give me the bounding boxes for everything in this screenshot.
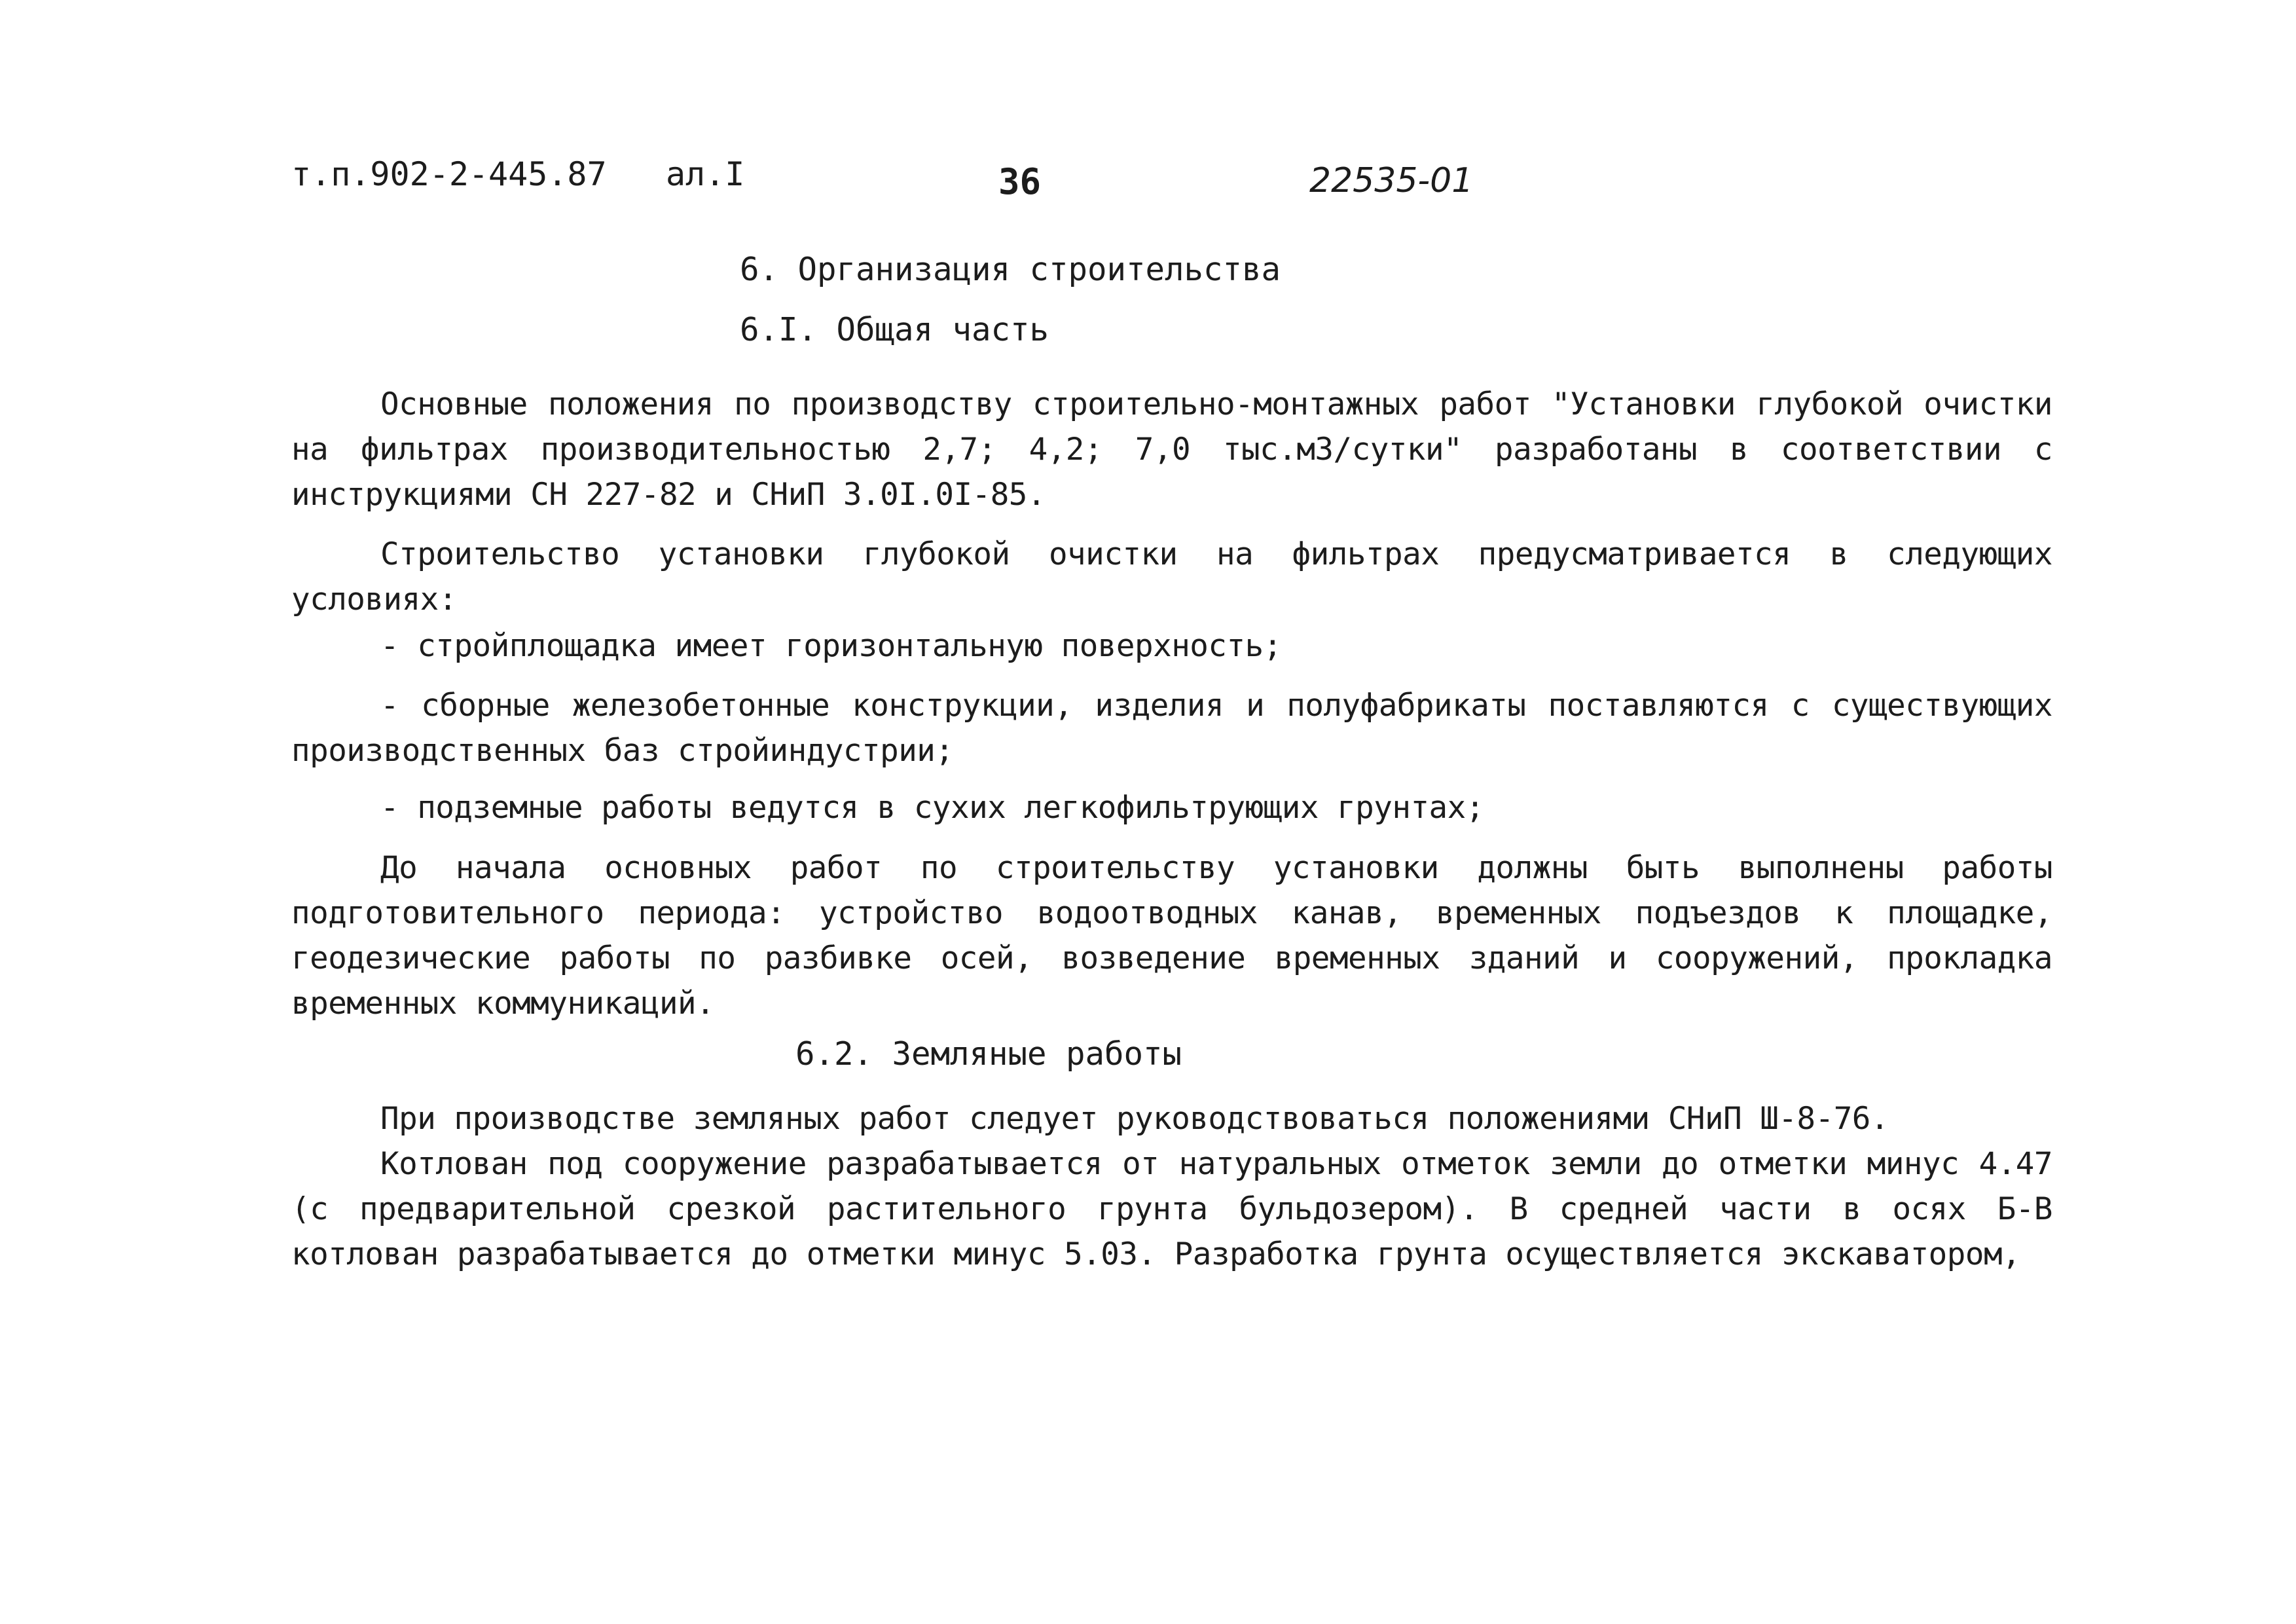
page-number: 36 bbox=[998, 161, 1042, 202]
paragraph-preparatory-works: До начала основных работ по строительству установки должны быть выполнены работы подготовительного периода: устройство водоотводных канав, временных подъездов к площадке, геодезические работы по разбивке осей, возведение временных зданий и сооружений, прокладка временных коммуникаций. bbox=[291, 850, 2052, 1022]
paragraph-general-provisions: Основные положения по производству строительно-монтажных работ "Установки глубокой очистки на фильтрах производительностью 2,7; 4,2; 7,0 тыс.м3/сутки" разработаны в соответствии с инструкциями СН 227-82 и СНиП 3.0I.0I-85. bbox=[291, 386, 2052, 513]
document-code: 22535-01 bbox=[1309, 161, 1474, 200]
list-item-site-surface: - стройплощадка имеет горизонтальную поверхность; bbox=[380, 628, 1282, 664]
paragraph-excavation: Котлован под сооружение разрабатывается от натуральных отметок земли до отметки минус 4.47 (с предварительной срезкой растительного грунта бульдозером). В средней части в осях Б-В котлован разрабатывается до отметки минус 5.03. Разработка грунта осуществляется экскаватором, bbox=[291, 1146, 2052, 1272]
list-item-prefab-supply: - сборные железобетонные конструкции, изделия и полуфабрикаты поставляются с существующих производственных баз стройиндустрии; bbox=[291, 688, 2052, 769]
section-title-earthworks: 6.2. Земляные работы bbox=[795, 1035, 1182, 1073]
subsection-title: 6.I. Общая часть bbox=[740, 311, 1049, 348]
paragraph-construction-conditions: Строительство установки глубокой очистки на фильтрах предусматривается в следующих условиях: bbox=[291, 536, 2052, 618]
section-title: 6. Организация строительства bbox=[740, 251, 1281, 288]
document-reference: т.п.902-2-445.87 ал.I bbox=[291, 155, 745, 193]
paragraph-earthworks-norms: При производстве земляных работ следует руководствоваться положениями СНиП Ш-8-76. bbox=[380, 1101, 1889, 1137]
list-item-underground-works: - подземные работы ведутся в сухих легкофильтрующих грунтах; bbox=[380, 790, 1484, 826]
